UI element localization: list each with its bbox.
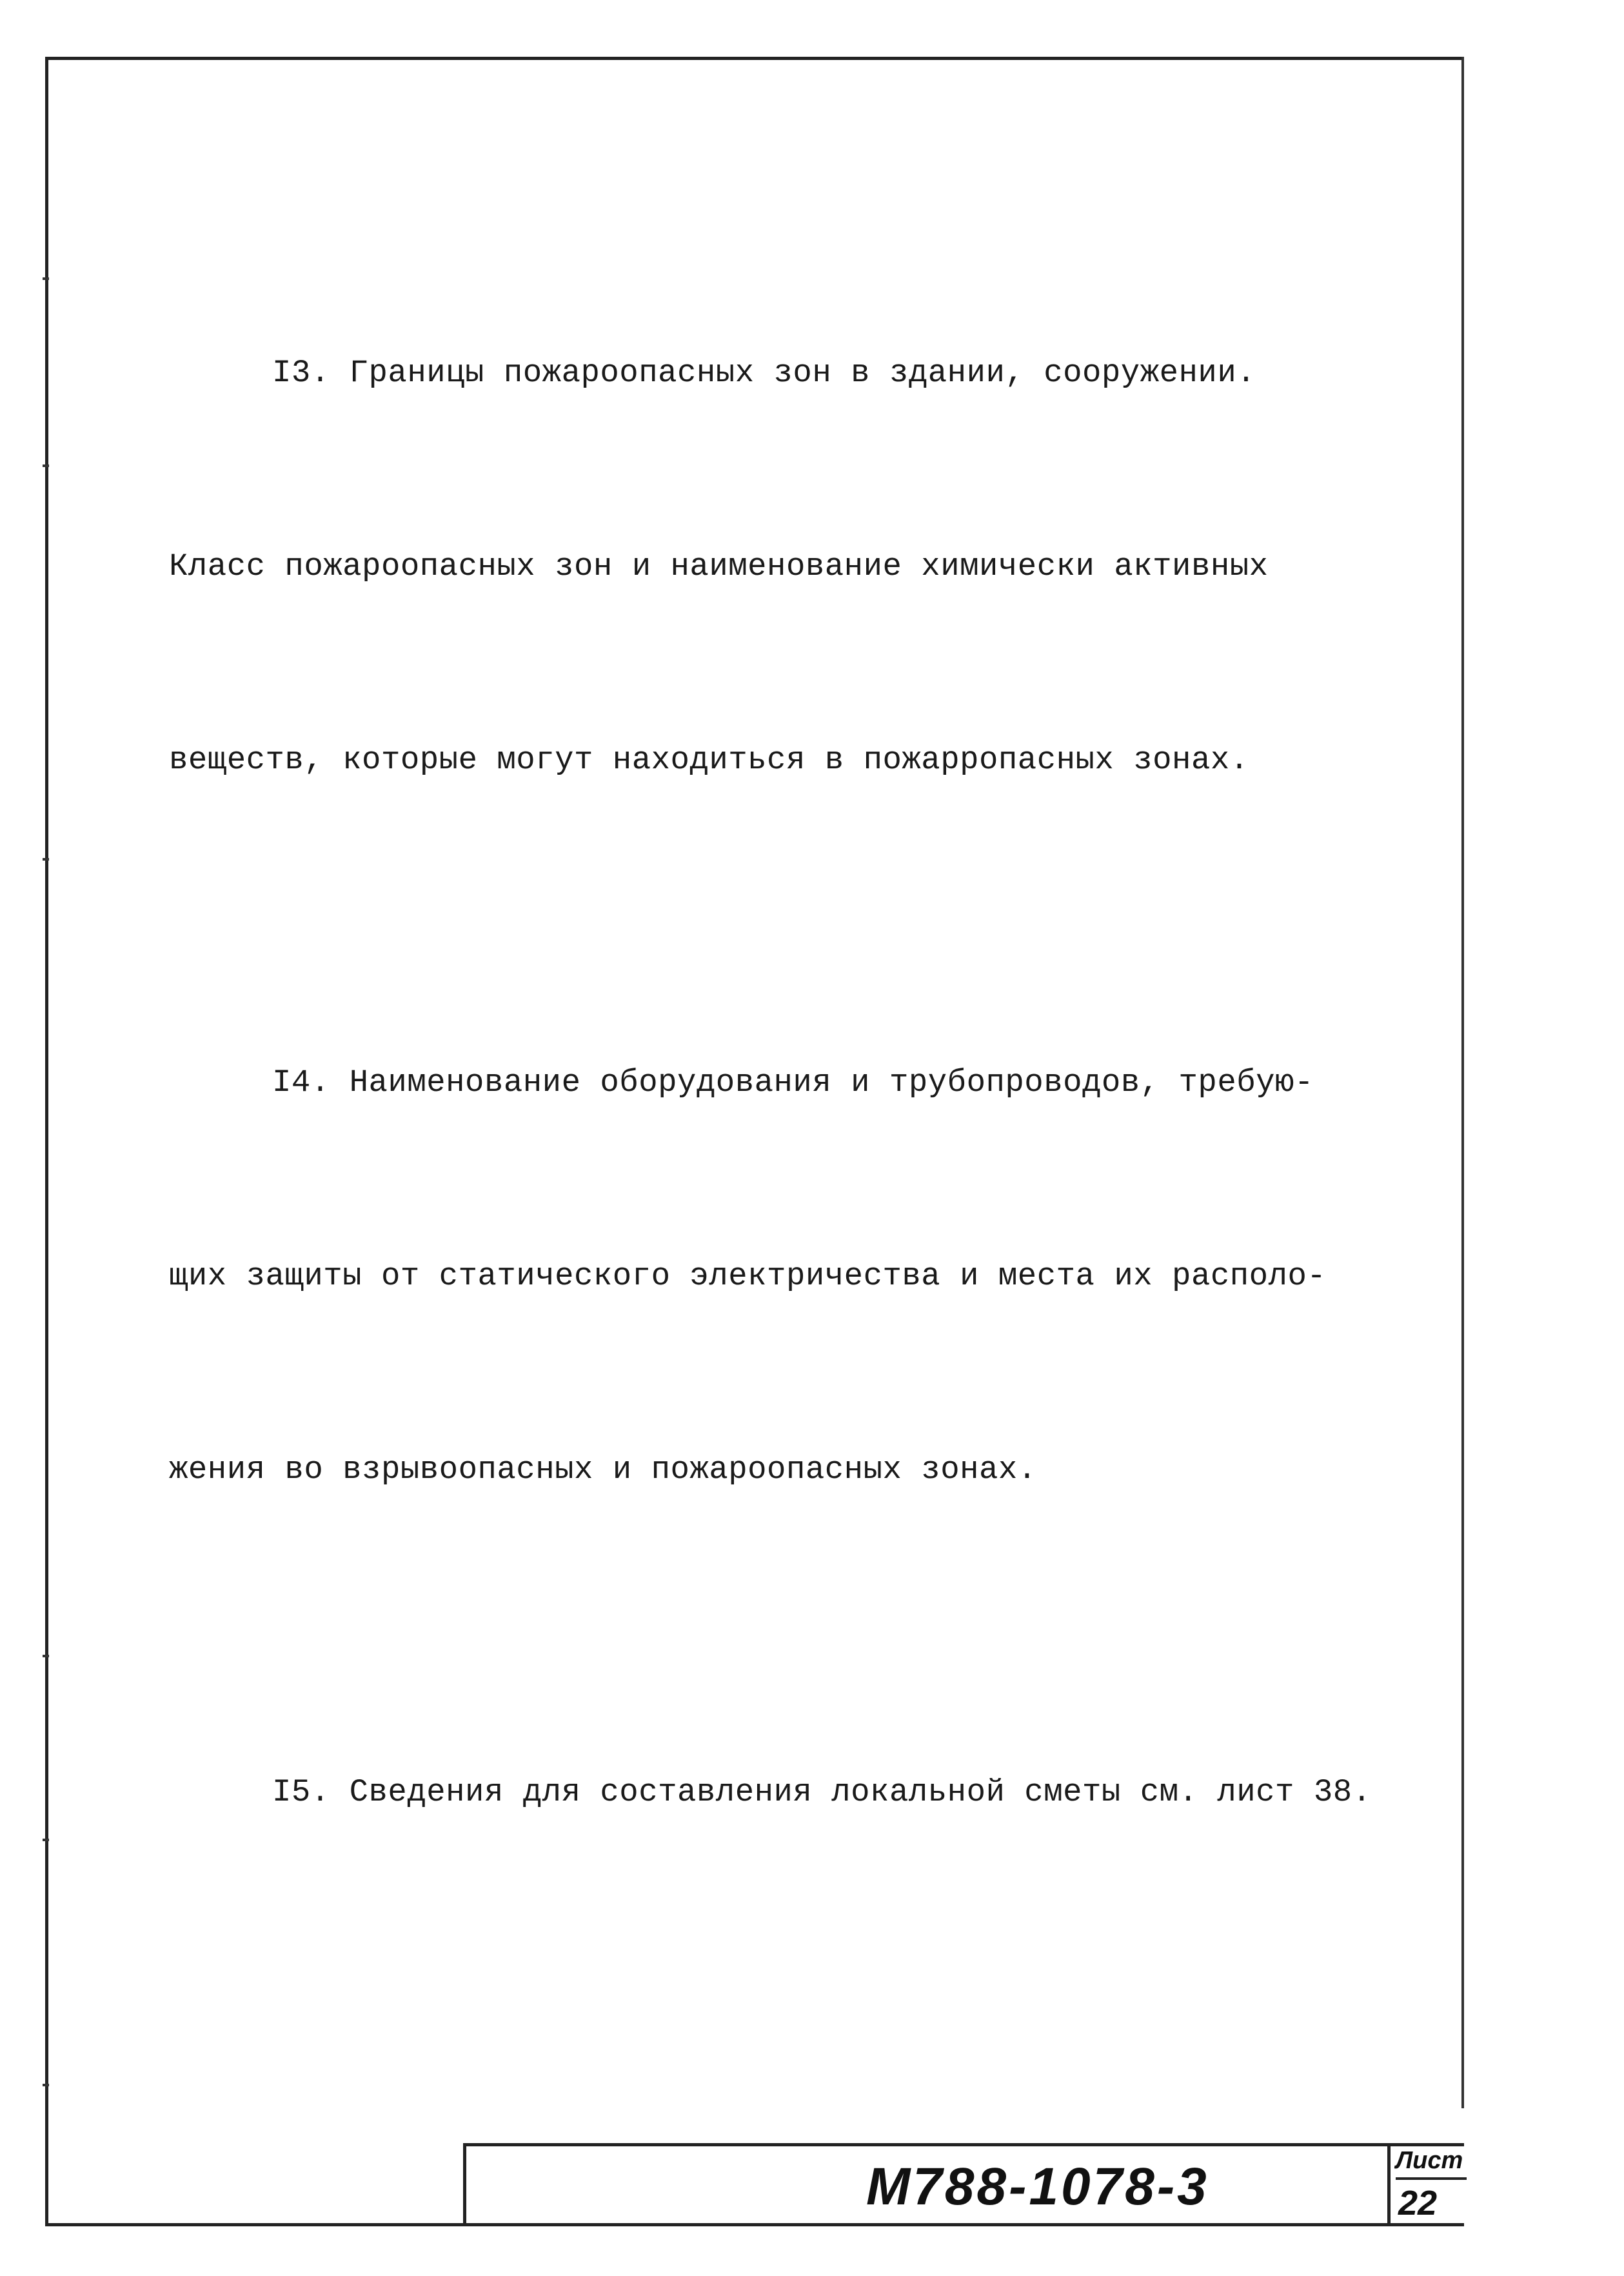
paragraph-13 bbox=[169, 212, 1433, 921]
text-line: I5. Сведения для составления локальной сметы см. лист 38. bbox=[272, 1774, 1372, 1810]
margin-mark bbox=[43, 2084, 49, 2086]
text-line: Класс пожароопасных зон и наименование химически активных bbox=[169, 548, 1269, 584]
text-line: жения во взрывоопасных и пожароопасных зонах. bbox=[169, 1452, 1037, 1488]
sheet-cell bbox=[1387, 2143, 1467, 2223]
margin-mark bbox=[43, 277, 49, 280]
frame-bottom-border bbox=[45, 2223, 1464, 2226]
paragraph-15 bbox=[169, 1631, 1433, 1953]
document-body bbox=[169, 212, 1433, 1953]
margin-mark bbox=[43, 464, 49, 467]
margin-mark bbox=[43, 1839, 49, 1841]
paragraph-14 bbox=[169, 921, 1433, 1631]
frame-left-border bbox=[45, 57, 48, 2226]
document-code: М788-1078-3 bbox=[866, 2157, 1209, 2216]
sheet-label: Лист bbox=[1396, 2147, 1467, 2180]
margin-mark bbox=[43, 1655, 49, 1657]
text-line: веществ, которые могут находиться в пожарропасных зонах. bbox=[169, 742, 1249, 778]
frame-top-border bbox=[45, 57, 1464, 60]
text-line: I4. Наименование оборудования и трубопроводов, требую- bbox=[272, 1064, 1314, 1101]
margin-mark bbox=[43, 858, 49, 861]
text-line: щих защиты от статического электричества и места их располо- bbox=[169, 1258, 1327, 1294]
title-block bbox=[463, 2143, 1464, 2223]
text-line: I3. Границы пожароопасных зон в здании, сооружении. bbox=[272, 355, 1256, 391]
frame-right-border bbox=[1461, 57, 1464, 2108]
sheet-number: 22 bbox=[1398, 2184, 1438, 2222]
